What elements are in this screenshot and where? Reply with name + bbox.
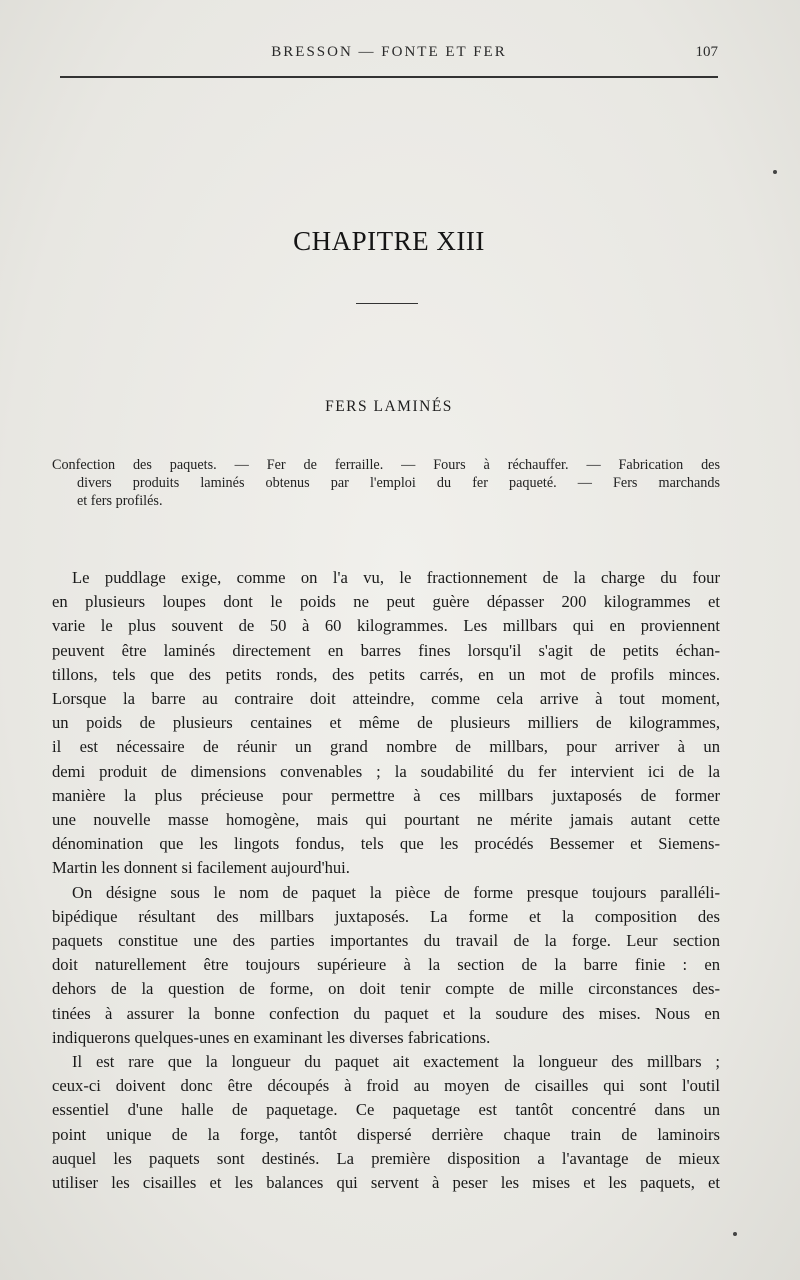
ink-speck xyxy=(773,170,777,174)
text-line: ceux-ci doivent donc être découpés à froid au moyen de cisailles qui sont l'outil xyxy=(52,1076,720,1096)
body-text xyxy=(52,566,720,1195)
text-line: tillons, tels que des petits ronds, des petits carrés, en un mot de profils minces. xyxy=(52,664,720,684)
text-line: il est nécessaire de réunir un grand nombre de millbars, pour arriver à un xyxy=(52,737,720,757)
text-line: paquets constitue une des parties importantes du travail de la forge. Leur section xyxy=(52,931,720,951)
text-line: utiliser les cisailles et les balances qui servent à peser les mises et les paquets, et xyxy=(52,1173,720,1193)
text-line: dénomination que les lingots fondus, tels que les procédés Bessemer et Siemens- xyxy=(52,834,720,854)
text-line: Lorsque la barre au contraire doit atteindre, comme cela arrive à tout moment, xyxy=(52,689,720,709)
chapter-divider xyxy=(356,303,418,304)
paragraph xyxy=(52,1050,720,1195)
text-line: peuvent être laminés directement en barres fines lorsqu'il s'agit de petits échan- xyxy=(52,640,720,660)
text-line: indiquerons quelques-unes en examinant les diverses fabrications. xyxy=(52,1027,491,1047)
text-line: Le puddlage exige, comme on l'a vu, le fractionnement de la charge du four xyxy=(72,568,720,587)
paragraph xyxy=(52,881,720,1050)
text-line: tinées à assurer la bonne confection du paquet et la soudure des mises. Nous en xyxy=(52,1003,720,1023)
text-line: un poids de plusieurs centaines et même de plusieurs milliers de kilogrammes, xyxy=(52,713,720,733)
page-number: 107 xyxy=(695,44,718,60)
text-line: demi produit de dimensions convenables ; la soudabilité du fer intervient ici de la xyxy=(52,761,720,781)
text-line: Martin les donnent si facilement aujourd'hui. xyxy=(52,858,350,878)
text-line: doit naturellement être toujours supérieure à la section de la barre finie : en xyxy=(52,955,720,975)
chapter-title: CHAPITRE XIII xyxy=(293,226,485,256)
paragraph xyxy=(52,566,720,881)
text-line: On désigne sous le nom de paquet la pièce de forme presque toujours paralléli- xyxy=(72,882,720,902)
text-line: manière la plus précieuse pour permettre à ces millbars juxtaposés de former xyxy=(52,785,720,805)
text-line: point unique de la forge, tantôt dispersé derrière chaque train de laminoirs xyxy=(52,1124,720,1144)
text-line: auquel les paquets sont destinés. La première disposition a l'avantage de mieux xyxy=(52,1148,720,1168)
summary-line: divers produits laminés obtenus par l'emploi du fer paqueté. — Fers marchands xyxy=(77,475,720,491)
text-line: varie le plus souvent de 50 à 60 kilogrammes. Les millbars qui en proviennent xyxy=(52,616,720,636)
summary-line: et fers profilés. xyxy=(77,493,163,509)
chapter-summary xyxy=(52,456,720,510)
text-line: dehors de la question de forme, on doit tenir compte de mille circonstances des- xyxy=(52,979,720,999)
header-rule xyxy=(60,76,718,78)
summary-line: Confection des paquets. — Fer de ferraille. — Fours à réchauffer. — Fabrication des xyxy=(52,457,720,473)
section-title: FERS LAMINÉS xyxy=(325,398,453,415)
text-line: bipédique résultant des millbars juxtaposés. La forme et la composition des xyxy=(52,906,720,926)
text-line: en plusieurs loupes dont le poids ne peut guère dépasser 200 kilogrammes et xyxy=(52,592,720,612)
running-head xyxy=(60,44,718,74)
text-line: essentiel d'une halle de paquetage. Ce paquetage est tantôt concentré dans un xyxy=(52,1100,720,1120)
text-line: Il est rare que la longueur du paquet ait exactement la longueur des millbars ; xyxy=(72,1052,720,1072)
text-line: une nouvelle masse homogène, mais qui pourtant ne mérite jamais autant cette xyxy=(52,810,720,830)
ink-speck xyxy=(733,1232,737,1236)
running-title: BRESSON — FONTE ET FER xyxy=(271,44,507,60)
